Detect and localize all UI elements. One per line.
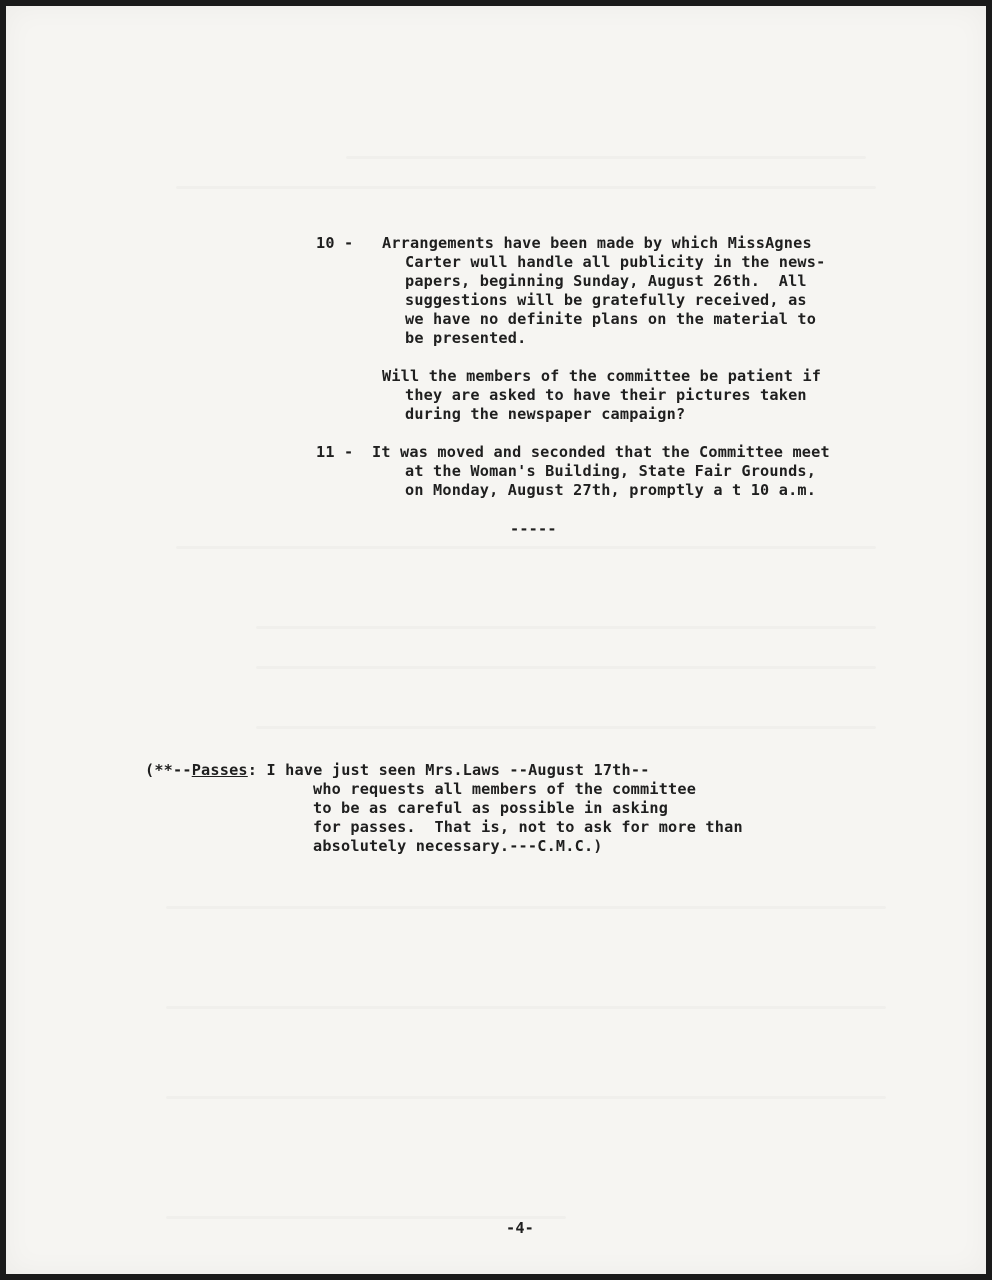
bleed-through — [256, 626, 876, 629]
item-number-10: 10 - — [316, 234, 354, 252]
document-page — [6, 6, 986, 1274]
bleed-through — [166, 1096, 886, 1099]
note-line: to be as careful as possible in asking — [313, 799, 669, 817]
item-10-line: be presented. — [405, 329, 527, 347]
note-label-passes: Passes — [191, 761, 248, 779]
bleed-through — [176, 546, 876, 549]
paragraph-line: during the newspaper campaign? — [405, 405, 686, 423]
bleed-through — [176, 186, 876, 189]
item-11-line: It was moved and seconded that the Committee meet — [372, 443, 830, 461]
item-10-line: we have no definite plans on the material to — [405, 310, 817, 328]
item-10-line: Arrangements have been made by which MissAgnes — [382, 234, 812, 252]
note-first-text: : I have just seen Mrs.Laws --August 17th-- — [247, 761, 650, 779]
item-10-line: suggestions will be gratefully received, as — [405, 291, 807, 309]
item-10-line: papers, beginning Sunday, August 26th. All — [405, 272, 807, 290]
note-prefix: (**-- — [145, 761, 192, 779]
item-10-line: Carter wull handle all publicity in the news- — [405, 253, 826, 271]
paragraph-line: Will the members of the committee be patient if — [382, 367, 822, 385]
item-number-11: 11 - — [316, 443, 354, 461]
bleed-through — [166, 906, 886, 909]
bleed-through — [256, 666, 876, 669]
note-line: for passes. That is, not to ask for more than — [313, 818, 743, 836]
note-line: who requests all members of the committee — [313, 780, 697, 798]
section-divider: ----- — [510, 520, 557, 538]
item-11-line: at the Woman's Building, State Fair Grounds, — [405, 462, 817, 480]
page-number: -4- — [506, 1219, 535, 1237]
paragraph-line: they are asked to have their pictures taken — [405, 386, 807, 404]
bleed-through — [346, 156, 866, 159]
bleed-through — [256, 726, 876, 729]
bleed-through — [166, 1006, 886, 1009]
note-line: absolutely necessary.---C.M.C.) — [313, 837, 603, 855]
item-11-line: on Monday, August 27th, promptly a t 10 a.m. — [405, 481, 817, 499]
note-first-line — [145, 761, 650, 780]
